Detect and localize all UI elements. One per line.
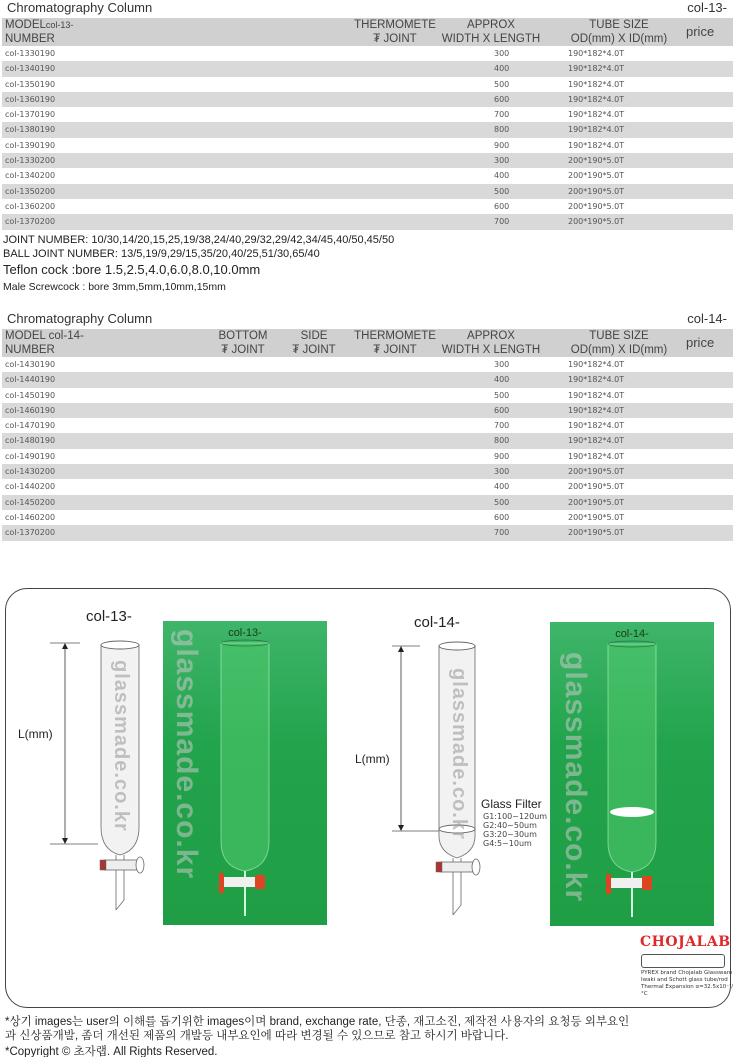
cell-length: 300	[494, 49, 510, 58]
table-row	[2, 46, 733, 61]
table-row	[2, 449, 733, 464]
header-model: MODEL col-14-	[5, 330, 84, 342]
cell-tube: 190*182*4.0T	[568, 49, 625, 58]
cell-model: col-1350200	[5, 186, 56, 196]
cell-length: 600	[494, 94, 510, 104]
cell-model: col-1340200	[5, 171, 56, 181]
cell-tube: 190*182*4.0T	[568, 375, 625, 385]
cell-tube: 190*182*4.0T	[568, 451, 625, 461]
cell-tube: 200*190*5.0T	[568, 217, 625, 227]
brand-logo: CHOJALAB	[640, 934, 731, 950]
col13-spec-table	[2, 18, 733, 230]
cell-tube: 200*190*5.0T	[568, 528, 625, 538]
cell-length: 400	[494, 64, 510, 74]
cell-length: 400	[494, 171, 510, 181]
header-model	[5, 19, 73, 32]
cell-model: col-1370200	[5, 528, 56, 538]
table-row	[2, 184, 733, 199]
cell-length: 300	[494, 467, 510, 477]
cell-length: 700	[494, 217, 510, 227]
cell-model: col-1370190	[5, 110, 56, 120]
header-approx-top: APPROX	[467, 330, 515, 342]
cell-length: 300	[494, 360, 510, 369]
cell-model: col-1470190	[5, 421, 56, 431]
glass-filter-grade: G4:5~10um	[483, 839, 532, 848]
cell-model: col-1450190	[5, 390, 56, 400]
section2-title: Chromatography Column	[7, 311, 153, 326]
cell-length: 400	[494, 482, 510, 492]
table-row	[2, 214, 733, 229]
header-model-code: col-13-	[45, 20, 74, 30]
stopcock-icon	[100, 857, 144, 873]
cell-tube: 200*190*5.0T	[568, 201, 625, 211]
col14-length-label: L(mm)	[355, 752, 390, 766]
male-screwcock-note: Male Screwcock : bore 3mm,5mm,10mm,15mm	[3, 281, 226, 293]
cell-tube: 200*190*5.0T	[568, 171, 625, 181]
col13-length-label: L(mm)	[18, 727, 53, 741]
table-body	[2, 46, 733, 230]
cell-length: 400	[494, 375, 510, 385]
stopcock-icon	[436, 859, 480, 875]
cell-model: col-1370200	[5, 217, 56, 227]
header-number: NUMBER	[5, 33, 55, 45]
col13-column-drawing	[40, 635, 150, 915]
joint-number-note: JOINT NUMBER: 10/30,14/20,15,25,19/38,24/40,29/32,29/42,34/45,40/50,45/50	[3, 234, 395, 246]
cell-model: col-1390190	[5, 140, 56, 150]
cell-length: 500	[494, 390, 510, 400]
col13-drawing-label: col-13-	[86, 608, 132, 625]
table-row	[2, 525, 733, 540]
cell-model: col-1490190	[5, 451, 56, 461]
header-approx-top: APPROX	[467, 19, 515, 31]
cell-length: 800	[494, 436, 510, 446]
header-price: price	[686, 24, 715, 39]
watermark-text: glassmade.co.kr	[559, 652, 592, 903]
cell-model: col-1360200	[5, 201, 56, 211]
header-tube-bottom: OD(mm) X ID(mm)	[570, 344, 668, 356]
cell-tube: 200*190*5.0T	[568, 482, 625, 492]
table-row	[2, 433, 733, 448]
copyright: *Copyright © 초자랩. All Rights Reserved.	[5, 1046, 218, 1057]
header-thermo-bottom: ₮ JOINT	[373, 33, 417, 45]
cell-tube: 190*182*4.0T	[568, 64, 625, 74]
table-header	[2, 329, 733, 357]
table-header	[2, 18, 733, 46]
header-bottom-bottom: ₮ JOINT	[221, 344, 265, 356]
cell-model: col-1430200	[5, 467, 56, 477]
disclaimer-line-1: *상기 images는 user의 이해를 돕기위한 images이며 brand, exchange rate, 단종, 재고소진, 제작전 사용자의 요청등 외부요인	[5, 1016, 630, 1028]
glass-filter-grade: G1:100~120um	[483, 812, 548, 821]
cell-length: 600	[494, 201, 510, 211]
brand-line: Thermal Expansion α=32.5x10⁻⁷/°C	[641, 984, 734, 997]
disclaimer-line-2: 과 신상품개발, 좀더 개선된 제품의 개발등 내부요인에 따라 변경될 수 있으므로 참고 하시기 바랍니다.	[5, 1030, 509, 1042]
table-row	[2, 138, 733, 153]
cell-model: col-1460200	[5, 512, 56, 522]
watermark-text: glassmade.co.kr	[448, 668, 470, 840]
header-side-top: SIDE	[300, 330, 328, 342]
glass-filter-title: Glass Filter	[481, 797, 542, 811]
section1-code: col-13-	[687, 0, 727, 15]
table-row	[2, 107, 733, 122]
header-tube-top: TUBE SIZE	[589, 19, 649, 31]
table-row	[2, 372, 733, 387]
col14-column-drawing	[380, 640, 490, 920]
header-model-label: MODEL	[5, 19, 46, 31]
table-row	[2, 153, 733, 168]
cell-tube: 190*182*4.0T	[568, 436, 625, 446]
col13-photo-caption: col-13-	[228, 627, 262, 639]
table-body	[2, 357, 733, 541]
header-bottom-top: BOTTOM	[218, 330, 268, 342]
table-row	[2, 403, 733, 418]
header-price: price	[686, 335, 715, 350]
cell-length: 500	[494, 186, 510, 196]
glass-filter-grade: G3:20~30um	[483, 830, 537, 839]
cell-tube: 190*182*4.0T	[568, 110, 625, 120]
col14-spec-table	[2, 329, 733, 541]
cell-length: 700	[494, 421, 510, 431]
cell-model: col-1450200	[5, 497, 56, 507]
watermark-text: glassmade.co.kr	[170, 629, 203, 880]
header-number: NUMBER	[5, 344, 55, 356]
table-row	[2, 77, 733, 92]
glass-filter-grade: G2:40~50um	[483, 821, 537, 830]
ball-joint-number-note: BALL JOINT NUMBER: 13/5,19/9,29/15,35/20,40/25,51/30,65/40	[3, 248, 320, 260]
length-dimension-arrow	[392, 646, 440, 831]
table-row	[2, 495, 733, 510]
table-row	[2, 122, 733, 137]
cell-model: col-1440200	[5, 482, 56, 492]
table-row	[2, 61, 733, 76]
cell-length: 500	[494, 497, 510, 507]
teflon-cock-note: Teflon cock :bore 1.5,2.5,4.0,6.0,8.0,10.0mm	[3, 262, 261, 277]
header-thermo-bottom: ₮ JOINT	[373, 344, 417, 356]
cell-model: col-1350190	[5, 79, 56, 89]
cell-model: col-1330190	[5, 49, 56, 58]
col14-drawing-label: col-14-	[414, 614, 460, 631]
cell-model: col-1380190	[5, 125, 56, 135]
cell-model: col-1440190	[5, 375, 56, 385]
header-tube-top: TUBE SIZE	[589, 330, 649, 342]
cell-tube: 190*182*4.0T	[568, 94, 625, 104]
header-approx-bottom: WIDTH X LENGTH	[441, 344, 541, 356]
cell-length: 700	[494, 110, 510, 120]
col14-photo-caption: col-14-	[615, 628, 649, 640]
header-side-bottom: ₮ JOINT	[292, 344, 336, 356]
brand-box	[641, 954, 725, 968]
cell-length: 600	[494, 405, 510, 415]
table-row	[2, 418, 733, 433]
cell-model: col-1480190	[5, 436, 56, 446]
col14-photo	[550, 622, 714, 926]
table-row	[2, 464, 733, 479]
cell-tube: 190*182*4.0T	[568, 421, 625, 431]
cell-model: col-1340190	[5, 64, 56, 74]
section1-title: Chromatography Column	[7, 0, 153, 15]
cell-tube: 200*190*5.0T	[568, 512, 625, 522]
cell-tube: 190*182*4.0T	[568, 405, 625, 415]
cell-model: col-1360190	[5, 94, 56, 104]
watermark-text: glassmade.co.kr	[110, 660, 132, 832]
cell-length: 900	[494, 140, 510, 150]
cell-length: 800	[494, 125, 510, 135]
cell-tube: 190*182*4.0T	[568, 79, 625, 89]
cell-length: 500	[494, 79, 510, 89]
brand-line: Iwaki and Schott glass tube/rod	[641, 977, 728, 983]
glass-filter-grades	[483, 812, 547, 848]
brand-line: PYREX brand Chojalab Glassware	[641, 970, 733, 976]
cell-model: col-1430190	[5, 360, 56, 369]
cell-tube: 200*190*5.0T	[568, 467, 625, 477]
length-dimension-arrow	[50, 643, 98, 844]
cell-tube: 190*182*4.0T	[568, 390, 625, 400]
cell-model: col-1460190	[5, 405, 56, 415]
table-row	[2, 510, 733, 525]
table-row	[2, 388, 733, 403]
cell-length: 700	[494, 528, 510, 538]
brand-description	[641, 970, 735, 998]
table-row	[2, 168, 733, 183]
cell-tube: 200*190*5.0T	[568, 156, 625, 166]
cell-tube: 190*182*4.0T	[568, 125, 625, 135]
cell-length: 300	[494, 156, 510, 166]
header-tube-bottom: OD(mm) X ID(mm)	[570, 33, 668, 45]
table-row	[2, 92, 733, 107]
cell-length: 900	[494, 451, 510, 461]
cell-tube: 200*190*5.0T	[568, 497, 625, 507]
header-approx-bottom: WIDTH X LENGTH	[441, 33, 541, 45]
cell-length: 600	[494, 512, 510, 522]
table-row	[2, 199, 733, 214]
header-thermo-top: THERMOMETE	[354, 330, 436, 342]
table-row	[2, 357, 733, 372]
section2-code: col-14-	[687, 311, 727, 326]
cell-model: col-1330200	[5, 156, 56, 166]
header-thermo-top: THERMOMETE	[354, 19, 436, 31]
cell-tube: 200*190*5.0T	[568, 186, 625, 196]
col13-photo	[163, 621, 327, 925]
cell-tube: 190*182*4.0T	[568, 140, 625, 150]
cell-tube: 190*182*4.0T	[568, 360, 625, 369]
table-row	[2, 479, 733, 494]
